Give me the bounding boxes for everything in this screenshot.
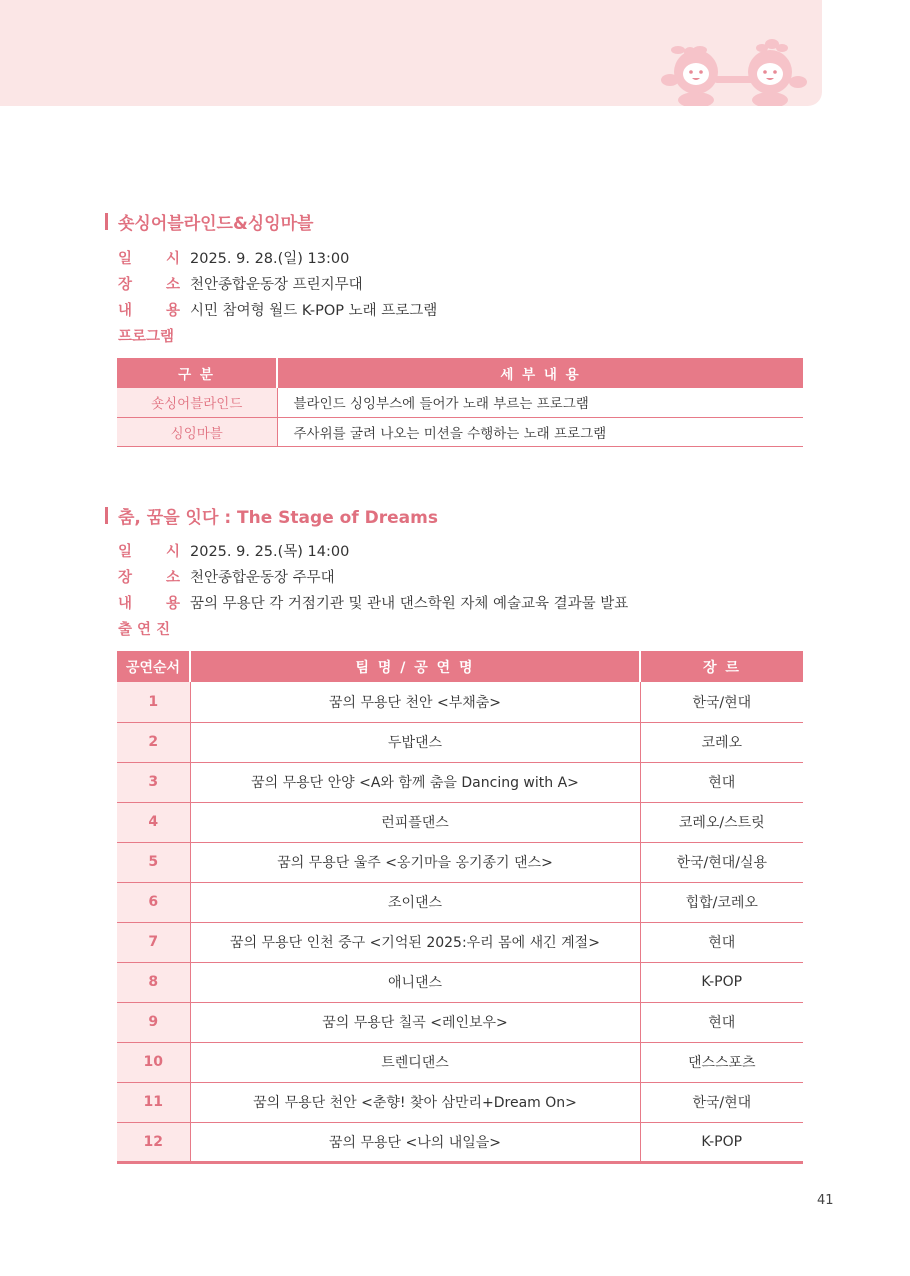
info-row-date	[118, 539, 628, 565]
info-row-place	[118, 272, 437, 298]
info-row-place	[118, 565, 628, 591]
info-row-content	[118, 591, 628, 617]
genre: 코레오	[640, 722, 803, 762]
genre: 현대	[640, 762, 803, 802]
section1-title	[105, 209, 313, 234]
section1-title-text: 숏싱어블라인드&싱잉마블	[118, 214, 314, 234]
table-row	[117, 882, 803, 922]
table-header-order: 공연순서	[117, 651, 190, 682]
program-label: 프로그램	[118, 329, 175, 345]
team-name: 꿈의 무용단 인천 중구 <기억된 2025:우리 몸에 새긴 계절>	[190, 922, 640, 962]
info-value-place: 천안종합운동장 프린지무대	[190, 277, 363, 293]
table-row	[117, 417, 803, 446]
order-number: 4	[117, 802, 190, 842]
title-bar	[105, 213, 108, 230]
table-header-team: 팀 명 / 공 연 명	[190, 651, 640, 682]
program-name: 싱잉마블	[117, 417, 277, 446]
info-value-content: 꿈의 무용단 각 거점기관 및 관내 댄스학원 자체 예술교육 결과물 발표	[190, 596, 629, 612]
info-row-content	[118, 298, 437, 324]
team-name: 꿈의 무용단 칠곡 <레인보우>	[190, 1002, 640, 1042]
team-name: 꿈의 무용단 울주 <옹기마을 옹기종기 댄스>	[190, 842, 640, 882]
title-bar	[105, 507, 108, 524]
top-banner	[0, 0, 822, 106]
info-value-date: 2025. 9. 25.(목) 14:00	[190, 544, 350, 560]
performers-label-row	[118, 617, 628, 643]
order-number: 6	[117, 882, 190, 922]
genre: 현대	[640, 1002, 803, 1042]
table-row	[117, 1082, 803, 1122]
program-name: 숏싱어블라인드	[117, 388, 277, 417]
section2-title	[105, 503, 438, 528]
info-value-place: 천안종합운동장 주무대	[190, 570, 335, 586]
team-name: 애니댄스	[190, 962, 640, 1002]
performers-label: 출 연 진	[118, 622, 171, 638]
info-key: 장 소	[118, 277, 180, 293]
team-name: 꿈의 무용단 천안 <부채춤>	[190, 682, 640, 722]
info-value-date: 2025. 9. 28.(일) 13:00	[190, 251, 350, 267]
team-name: 조이댄스	[190, 882, 640, 922]
table-row	[117, 682, 803, 722]
order-number: 12	[117, 1122, 190, 1162]
genre: K-POP	[640, 1122, 803, 1162]
table-header-genre: 장 르	[640, 651, 803, 682]
program-table	[117, 358, 803, 447]
genre: 댄스스포츠	[640, 1042, 803, 1082]
section2-info	[118, 539, 628, 643]
table-header-detail: 세 부 내 용	[277, 358, 803, 388]
order-number: 2	[117, 722, 190, 762]
team-name: 꿈의 무용단 안양 <A와 함께 춤을 Dancing with A>	[190, 762, 640, 802]
order-number: 11	[117, 1082, 190, 1122]
order-number: 1	[117, 682, 190, 722]
table-row	[117, 802, 803, 842]
order-number: 5	[117, 842, 190, 882]
performers-table	[117, 651, 803, 1164]
order-number: 3	[117, 762, 190, 802]
info-key: 일 시	[118, 544, 180, 560]
genre: 현대	[640, 922, 803, 962]
info-key: 장 소	[118, 570, 180, 586]
team-name: 런피플댄스	[190, 802, 640, 842]
genre: 한국/현대/실용	[640, 842, 803, 882]
order-number: 7	[117, 922, 190, 962]
team-name: 꿈의 무용단 <나의 내일을>	[190, 1122, 640, 1162]
team-name: 두밥댄스	[190, 722, 640, 762]
order-number: 10	[117, 1042, 190, 1082]
table-row	[117, 842, 803, 882]
genre: 코레오/스트릿	[640, 802, 803, 842]
genre: 한국/현대	[640, 682, 803, 722]
genre: K-POP	[640, 962, 803, 1002]
section2-title-text: 춤, 꿈을 잇다 : The Stage of Dreams	[118, 508, 438, 528]
table-header-category: 구 분	[117, 358, 277, 388]
info-value-content: 시민 참여형 월드 K-POP 노래 프로그램	[190, 303, 438, 319]
order-number: 9	[117, 1002, 190, 1042]
info-key: 내 용	[118, 303, 180, 319]
table-row	[117, 1042, 803, 1082]
team-name: 트렌디댄스	[190, 1042, 640, 1082]
table-row	[117, 962, 803, 1002]
genre: 한국/현대	[640, 1082, 803, 1122]
section1-info	[118, 246, 437, 350]
table-row	[117, 388, 803, 417]
info-key: 일 시	[118, 251, 180, 267]
team-name: 꿈의 무용단 천안 <춘향! 찾아 삼만리+Dream On>	[190, 1082, 640, 1122]
program-label-row	[118, 324, 437, 350]
order-number: 8	[117, 962, 190, 1002]
program-desc: 블라인드 싱잉부스에 들어가 노래 부르는 프로그램	[277, 388, 803, 417]
program-desc: 주사위를 굴려 나오는 미션을 수행하는 노래 프로그램	[277, 417, 803, 446]
table-row	[117, 922, 803, 962]
table-row	[117, 1122, 803, 1162]
mascot-illustration	[660, 36, 820, 106]
page-number: 41	[817, 1193, 834, 1208]
table-row	[117, 722, 803, 762]
info-key: 내 용	[118, 596, 180, 612]
table-row	[117, 1002, 803, 1042]
genre: 힙합/코레오	[640, 882, 803, 922]
info-row-date	[118, 246, 437, 272]
table-row	[117, 762, 803, 802]
